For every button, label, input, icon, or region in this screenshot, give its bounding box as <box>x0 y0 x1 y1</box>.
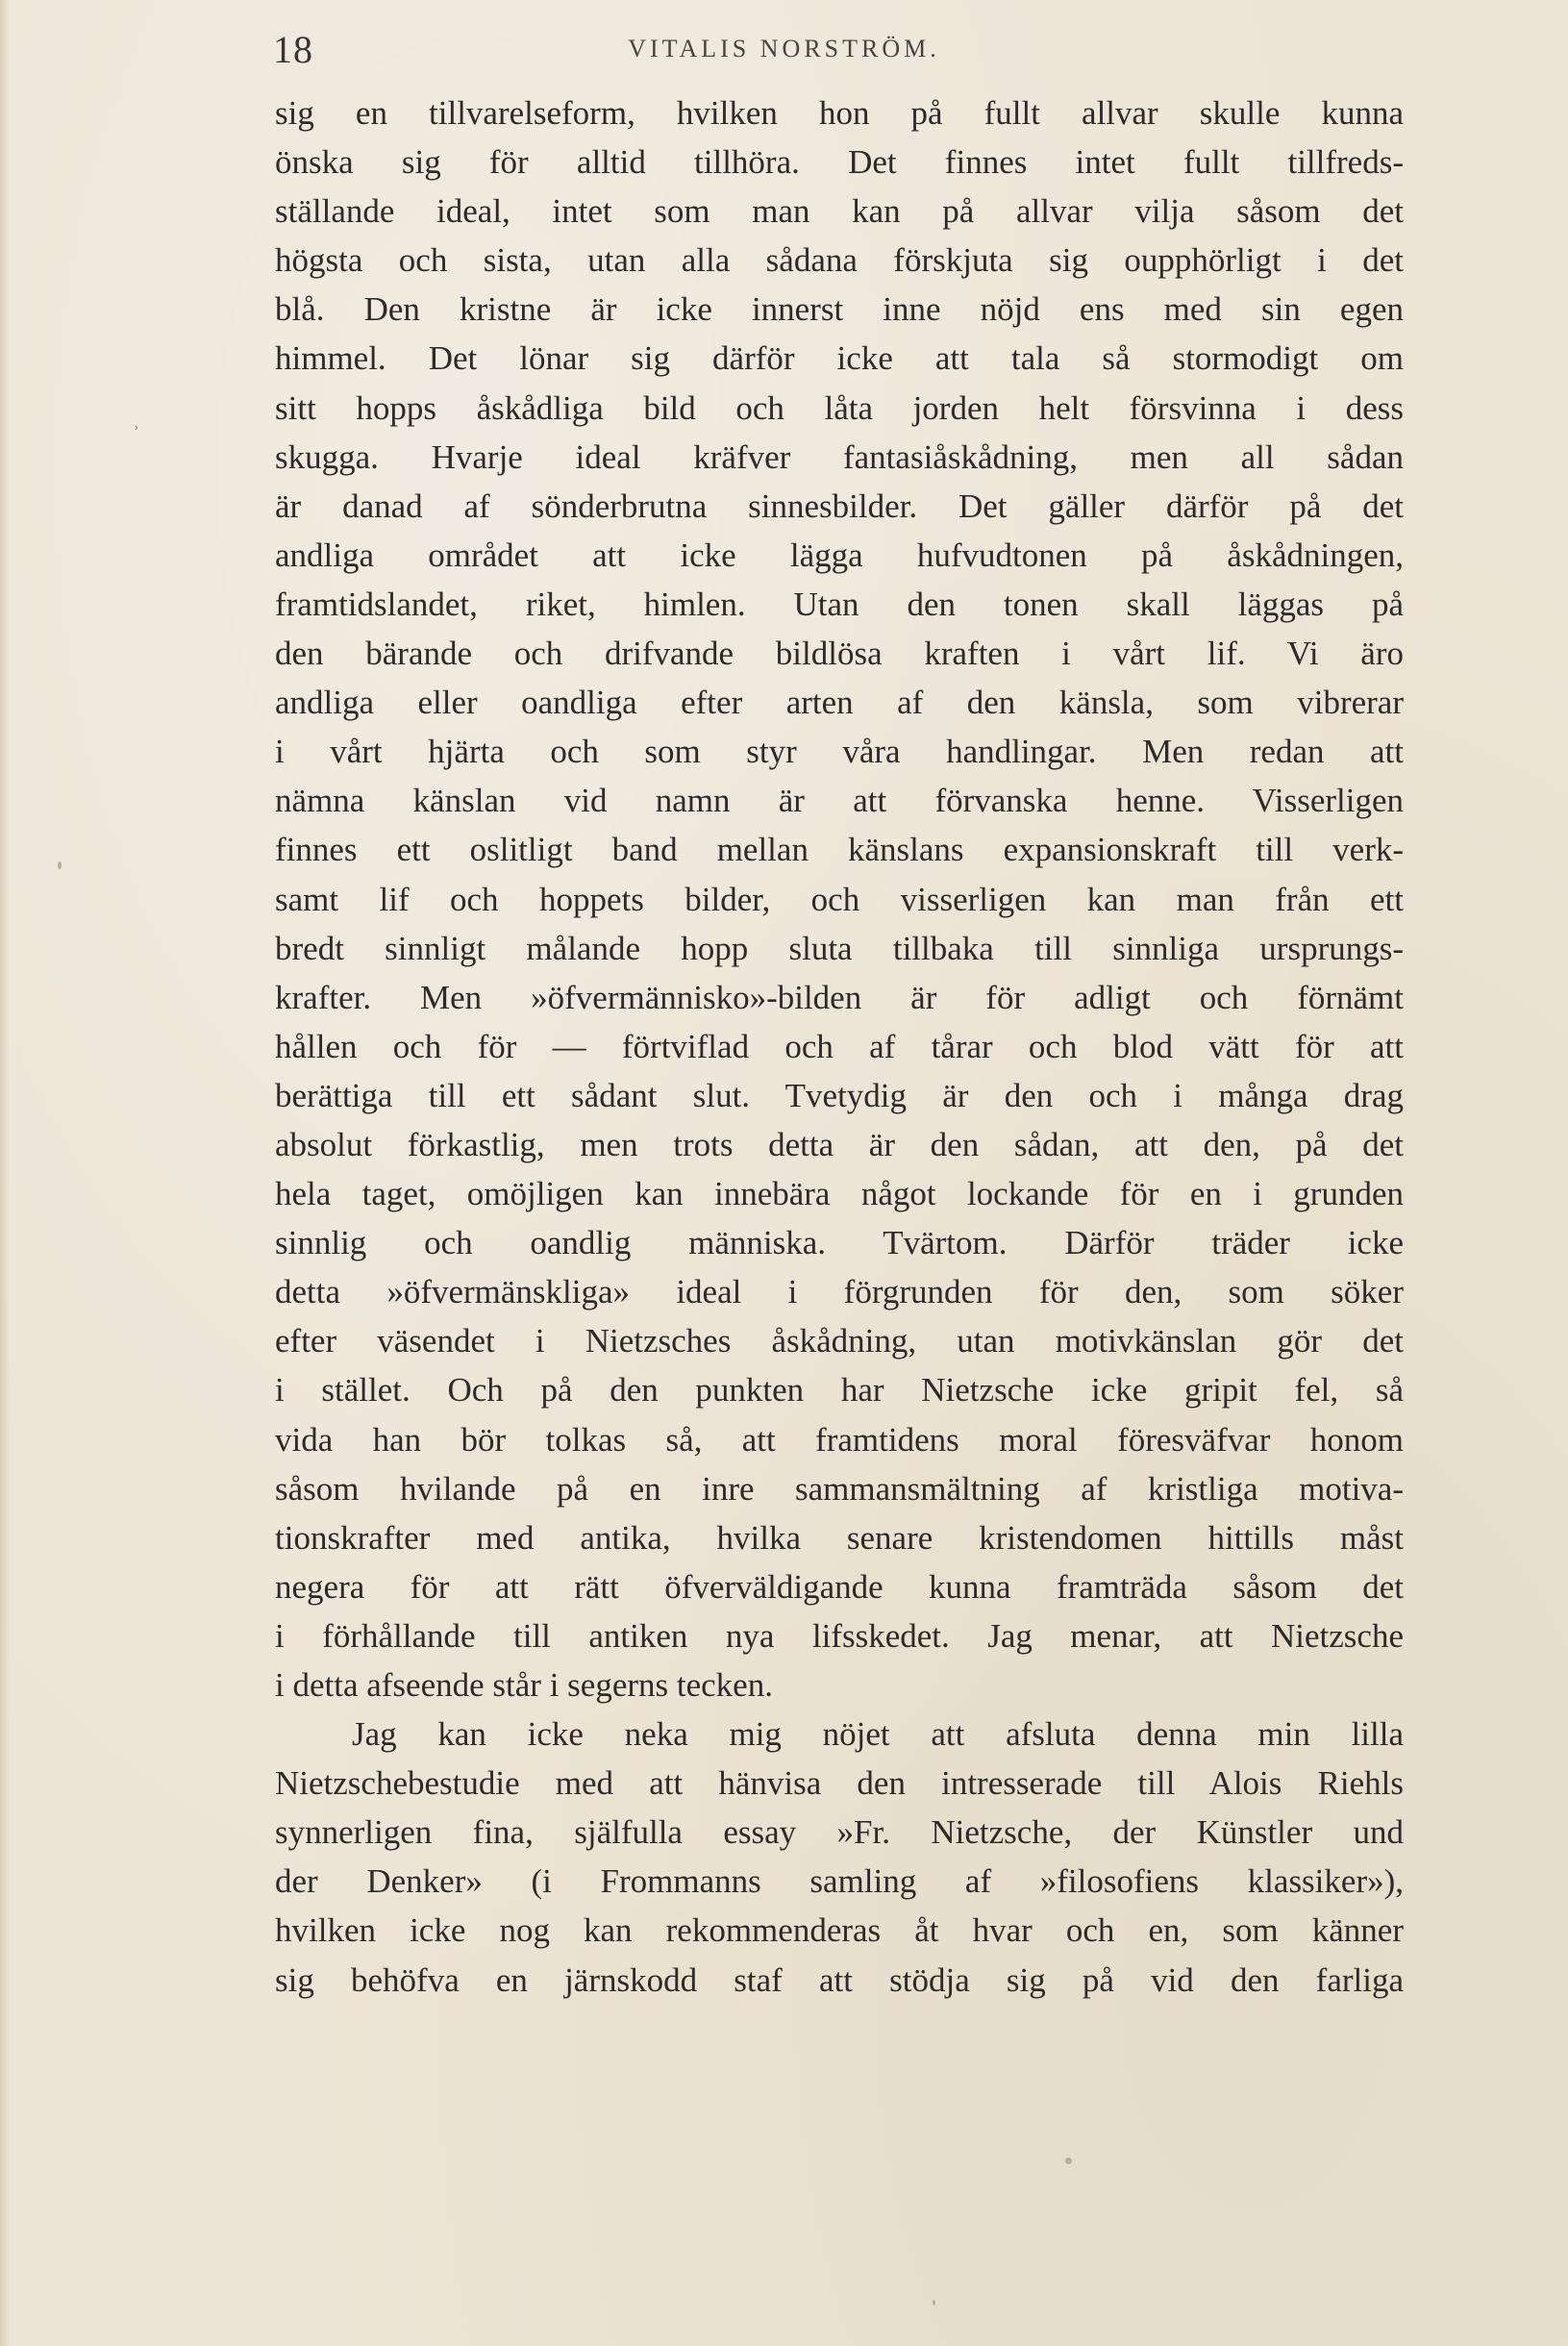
text-line: detta »öfvermänskliga» ideal i förgrunden för den, som söker <box>275 1273 1404 1311</box>
text-line: den bärande och drifvande bildlösa kraften i vårt lif. Vi äro <box>275 635 1404 673</box>
text-line: sinnlig och oandlig människa. Tvärtom. Därför träder icke <box>275 1224 1404 1262</box>
text-line: hela taget, omöjligen kan innebära något lockande för en i grunden <box>275 1175 1404 1213</box>
running-head: VITALIS NORSTRÖM. <box>628 35 940 62</box>
text-line: hvilken icke nog kan rekommenderas åt hvar och en, som känner <box>275 1911 1404 1950</box>
text-line: önska sig för alltid tillhöra. Det finnes intet fullt tillfreds- <box>275 143 1404 182</box>
text-line: framtidslandet, riket, himlen. Utan den tonen skall läggas på <box>275 585 1404 623</box>
text-line: efter väsendet i Nietzsches åskådning, utan motivkänslan gör det <box>275 1322 1404 1360</box>
paper-speck <box>1065 2158 1072 2164</box>
page-header <box>0 21 1568 79</box>
text-line: Nietzschebestudie med att hänvisa den intresserade till Alois Riehls <box>275 1764 1404 1803</box>
text-line: vida han bör tolkas så, att framtidens moral föresväfvar honom <box>275 1420 1404 1459</box>
margin-pencil-mark: ˒ <box>133 412 140 436</box>
text-line: såsom hvilande på en inre sammansmältning af kristliga motiva- <box>275 1469 1404 1508</box>
text-line: sig en tillvarelseform, hvilken hon på fullt allvar skulle kunna <box>275 94 1404 132</box>
text-line: himmel. Det lönar sig därför icke att tala så stormodigt om <box>275 339 1404 378</box>
text-line: skugga. Hvarje ideal kräfver fantasiåskådning, men all sådan <box>275 437 1404 476</box>
text-line: hållen och för — förtviflad och af tårar och blod vätt för att <box>275 1027 1404 1065</box>
text-line: samt lif och hoppets bilder, och visserligen kan man från ett <box>275 880 1404 918</box>
text-line: i stället. Och på den punkten har Nietzsche icke gripit fel, så <box>275 1371 1404 1410</box>
text-line: der Denker» (i Frommanns samling af »filosofiens klassiker»), <box>275 1862 1404 1901</box>
text-line: sitt hopps åskådliga bild och låta jorden helt försvinna i dess <box>275 388 1404 427</box>
text-line: andliga området att icke lägga hufvudtonen på åskådningen, <box>275 536 1404 574</box>
text-line: finnes ett oslitligt band mellan känslans expansionskraft till verk- <box>275 831 1404 869</box>
text-line: bredt sinnligt målande hopp sluta tillbaka till sinnliga ursprungs- <box>275 929 1404 967</box>
text-line: andliga eller oandliga efter arten af den känsla, som vibrerar <box>275 684 1404 722</box>
text-line: nämna känslan vid namn är att förvanska henne. Visserligen <box>275 782 1404 820</box>
text-line: synnerligen fina, själfulla essay »Fr. Nietzsche, der Künstler und <box>275 1813 1404 1852</box>
paper-speck <box>933 2300 935 2306</box>
text-line: i vårt hjärta och som styr våra handlingar. Men redan att <box>275 733 1404 771</box>
text-line: absolut förkastlig, men trots detta är den sådan, att den, på det <box>275 1125 1404 1163</box>
text-line: i förhållande till antiken nya lifsskedet. Jag menar, att Nietzsche <box>275 1616 1404 1655</box>
text-line: berättiga till ett sådant slut. Tvetydig är den och i många drag <box>275 1076 1404 1114</box>
text-line: i detta afseende står i segerns tecken. <box>275 1666 773 1704</box>
text-line: krafter. Men »öfvermännisko»-bilden är för adligt och förnämt <box>275 978 1404 1016</box>
body-text <box>275 88 1404 2005</box>
text-line: Jag kan icke neka mig nöjet att afsluta denna min lilla <box>352 1715 1404 1754</box>
text-line: negera för att rätt öfverväldigande kunna framträda såsom det <box>275 1567 1404 1606</box>
page-number: 18 <box>273 28 313 71</box>
text-line: blå. Den kristne är icke innerst inne nöjd ens med sin egen <box>275 290 1404 329</box>
text-line: är danad af sönderbrutna sinnesbilder. Det gäller därför på det <box>275 487 1404 525</box>
text-line: tionskrafter med antika, hvilka senare kristendomen hittills måst <box>275 1518 1404 1557</box>
text-line: ställande ideal, intet som man kan på allvar vilja såsom det <box>275 192 1404 231</box>
text-line: högsta och sista, utan alla sådana förskjuta sig oupphörligt i det <box>275 241 1404 280</box>
text-line: sig behöfva en järnskodd staf att stödja sig på vid den farliga <box>275 1960 1404 1999</box>
page-edge-shadow <box>0 0 10 2346</box>
paper-speck <box>58 861 62 869</box>
